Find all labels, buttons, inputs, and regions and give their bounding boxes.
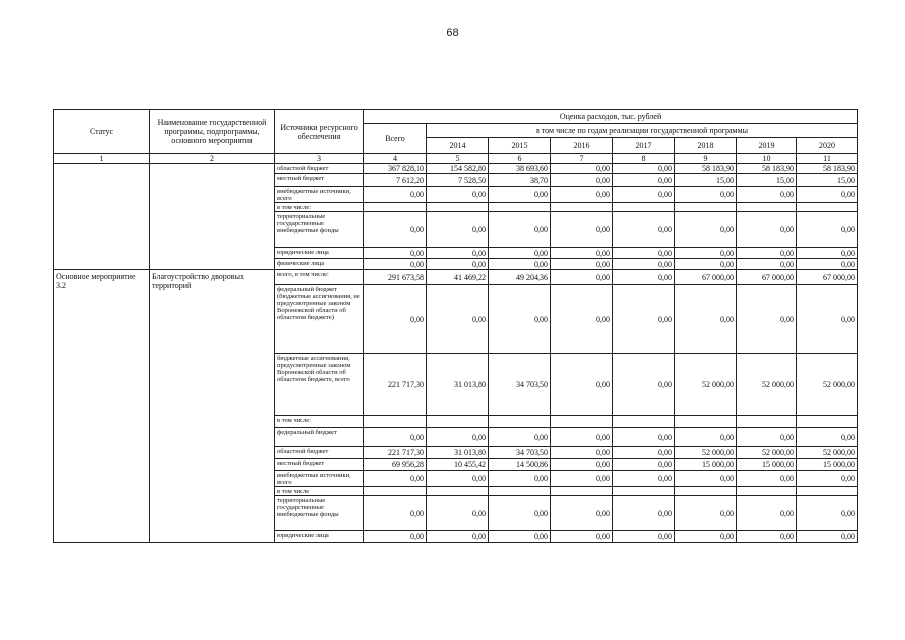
source-cell: территориальные государственные внебюджетные фонды: [275, 496, 364, 531]
year-value-cell: [737, 487, 797, 496]
source-cell: юридические лица: [275, 531, 364, 543]
year-value-cell: 0,00: [737, 259, 797, 270]
year-value-cell: 0,00: [613, 496, 675, 531]
col-number: 4: [364, 154, 427, 164]
year-value-cell: [489, 416, 551, 428]
year-value-cell: 0,00: [551, 285, 613, 354]
year-value-cell: 0,00: [427, 471, 489, 487]
source-cell: бюджетные ассигнования, предусмотренные законом Воронежской области об областном бюджете, всего: [275, 354, 364, 416]
total-cell: 0,00: [364, 259, 427, 270]
page-number: 68: [446, 27, 459, 39]
year-value-cell: 0,00: [551, 259, 613, 270]
year-cell: 2016: [551, 138, 613, 154]
source-cell: юридические лица: [275, 248, 364, 259]
expenditure-table: [53, 109, 858, 543]
year-value-cell: [427, 203, 489, 212]
year-value-cell: 0,00: [489, 496, 551, 531]
year-cell: 2015: [489, 138, 551, 154]
source-cell: в том числе: [275, 487, 364, 496]
year-value-cell: 0,00: [551, 354, 613, 416]
year-value-cell: [551, 416, 613, 428]
year-value-cell: [737, 203, 797, 212]
year-value-cell: [427, 487, 489, 496]
year-value-cell: 0,00: [613, 187, 675, 203]
source-cell: федеральный бюджет (бюджетные ассигнования, не предусмотренные законом Воронежской области об областном бюджете): [275, 285, 364, 354]
year-value-cell: 0,00: [427, 259, 489, 270]
year-value-cell: 49 204,36: [489, 270, 551, 285]
year-value-cell: 0,00: [427, 285, 489, 354]
year-cell: 2020: [797, 138, 858, 154]
status-cell: [54, 164, 150, 270]
year-value-cell: 0,00: [551, 270, 613, 285]
total-cell: [364, 416, 427, 428]
year-value-cell: 0,00: [613, 259, 675, 270]
year-value-cell: 0,00: [489, 259, 551, 270]
col-number: 8: [613, 154, 675, 164]
total-cell: 0,00: [364, 187, 427, 203]
total-cell: 0,00: [364, 496, 427, 531]
year-value-cell: 0,00: [489, 285, 551, 354]
year-value-cell: 0,00: [675, 428, 737, 447]
col-number: 10: [737, 154, 797, 164]
total-cell: [364, 487, 427, 496]
total-cell: 0,00: [364, 248, 427, 259]
year-value-cell: 0,00: [797, 259, 858, 270]
year-value-cell: 0,00: [551, 212, 613, 248]
year-value-cell: 15 000,00: [675, 459, 737, 471]
header-source: Источники ресурсного обеспечения: [275, 110, 364, 154]
year-value-cell: 0,00: [427, 428, 489, 447]
col-number: 6: [489, 154, 551, 164]
total-cell: 221 717,30: [364, 354, 427, 416]
year-value-cell: 0,00: [613, 428, 675, 447]
year-value-cell: 0,00: [613, 471, 675, 487]
source-cell: физические лица: [275, 259, 364, 270]
header-by-year: в том числе по годам реализации государственной программы: [427, 124, 858, 138]
year-value-cell: [737, 416, 797, 428]
year-value-cell: 0,00: [675, 285, 737, 354]
year-value-cell: 0,00: [489, 531, 551, 543]
year-value-cell: 15,00: [675, 174, 737, 187]
year-value-cell: 34 703,50: [489, 354, 551, 416]
source-cell: внебюджетные источники, всего: [275, 471, 364, 487]
total-cell: 291 673,58: [364, 270, 427, 285]
year-value-cell: 0,00: [551, 447, 613, 459]
year-value-cell: 0,00: [737, 531, 797, 543]
year-value-cell: 0,00: [551, 164, 613, 174]
year-value-cell: 10 455,42: [427, 459, 489, 471]
year-value-cell: [551, 487, 613, 496]
year-cell: 2014: [427, 138, 489, 154]
total-cell: 0,00: [364, 471, 427, 487]
year-value-cell: 0,00: [675, 471, 737, 487]
year-value-cell: 0,00: [797, 212, 858, 248]
year-value-cell: 52 000,00: [737, 447, 797, 459]
year-value-cell: 0,00: [613, 248, 675, 259]
year-value-cell: 14 500,86: [489, 459, 551, 471]
total-cell: 69 956,28: [364, 459, 427, 471]
status-cell: Основное мероприятие 3.2: [54, 270, 150, 543]
year-cell: 2018: [675, 138, 737, 154]
source-cell: территориальные государственные внебюджетные фонды: [275, 212, 364, 248]
header-total: Всего: [364, 124, 427, 154]
year-value-cell: 0,00: [675, 212, 737, 248]
year-value-cell: [551, 203, 613, 212]
year-value-cell: 0,00: [675, 187, 737, 203]
col-number: 9: [675, 154, 737, 164]
year-value-cell: 52 000,00: [797, 447, 858, 459]
year-value-cell: 0,00: [675, 531, 737, 543]
col-number: 1: [54, 154, 150, 164]
year-value-cell: 0,00: [613, 531, 675, 543]
header-status: Статус: [54, 110, 150, 154]
year-value-cell: 0,00: [737, 496, 797, 531]
year-value-cell: 0,00: [613, 285, 675, 354]
year-value-cell: 0,00: [737, 187, 797, 203]
total-cell: 0,00: [364, 531, 427, 543]
table-row: [54, 164, 858, 174]
year-value-cell: 0,00: [613, 164, 675, 174]
year-value-cell: 31 013,80: [427, 354, 489, 416]
year-value-cell: 0,00: [737, 428, 797, 447]
name-cell: [150, 164, 275, 270]
year-value-cell: 0,00: [551, 187, 613, 203]
year-value-cell: 0,00: [551, 496, 613, 531]
source-cell: в том числе:: [275, 416, 364, 428]
year-value-cell: 15 000,00: [797, 459, 858, 471]
source-cell: внебюджетные источники, всего: [275, 187, 364, 203]
year-value-cell: 15 000,00: [737, 459, 797, 471]
total-cell: 7 612,20: [364, 174, 427, 187]
year-value-cell: [797, 487, 858, 496]
col-number: 11: [797, 154, 858, 164]
year-value-cell: 0,00: [797, 285, 858, 354]
source-cell: местный бюджет: [275, 459, 364, 471]
total-cell: 221 717,30: [364, 447, 427, 459]
year-value-cell: 0,00: [797, 248, 858, 259]
year-value-cell: [613, 203, 675, 212]
total-cell: [364, 203, 427, 212]
source-cell: федеральный бюджет: [275, 428, 364, 447]
year-value-cell: 7 528,50: [427, 174, 489, 187]
year-value-cell: 0,00: [737, 212, 797, 248]
table-row: [54, 270, 858, 285]
total-cell: 367 828,10: [364, 164, 427, 174]
year-value-cell: 38 693,60: [489, 164, 551, 174]
year-value-cell: 41 469,22: [427, 270, 489, 285]
year-value-cell: 31 013,80: [427, 447, 489, 459]
year-value-cell: [675, 416, 737, 428]
year-value-cell: [797, 203, 858, 212]
year-value-cell: 0,00: [427, 531, 489, 543]
year-value-cell: [675, 203, 737, 212]
year-value-cell: 58 183,90: [737, 164, 797, 174]
year-value-cell: 15,00: [737, 174, 797, 187]
year-value-cell: 0,00: [489, 428, 551, 447]
year-value-cell: 0,00: [551, 248, 613, 259]
total-cell: 0,00: [364, 428, 427, 447]
year-value-cell: 67 000,00: [675, 270, 737, 285]
year-value-cell: 0,00: [737, 248, 797, 259]
year-value-cell: 0,00: [489, 471, 551, 487]
col-number: 7: [551, 154, 613, 164]
year-value-cell: 0,00: [427, 248, 489, 259]
year-value-cell: 58 183,90: [675, 164, 737, 174]
year-value-cell: [613, 487, 675, 496]
year-value-cell: [613, 416, 675, 428]
year-value-cell: 0,00: [797, 471, 858, 487]
year-value-cell: 0,00: [551, 174, 613, 187]
year-value-cell: 38,70: [489, 174, 551, 187]
year-value-cell: 0,00: [427, 212, 489, 248]
year-value-cell: 67 000,00: [737, 270, 797, 285]
year-value-cell: 0,00: [427, 496, 489, 531]
total-cell: 0,00: [364, 285, 427, 354]
year-value-cell: 0,00: [797, 531, 858, 543]
year-value-cell: 58 183,90: [797, 164, 858, 174]
year-value-cell: 0,00: [489, 212, 551, 248]
year-value-cell: [489, 487, 551, 496]
year-value-cell: 0,00: [427, 187, 489, 203]
column-number-row: [54, 154, 858, 164]
source-cell: всего, в том числе:: [275, 270, 364, 285]
year-value-cell: 52 000,00: [797, 354, 858, 416]
year-value-cell: 0,00: [613, 174, 675, 187]
year-value-cell: [675, 487, 737, 496]
year-value-cell: 0,00: [675, 259, 737, 270]
source-cell: в том числе:: [275, 203, 364, 212]
source-cell: местный бюджет: [275, 174, 364, 187]
year-value-cell: 0,00: [613, 459, 675, 471]
year-value-cell: 0,00: [551, 428, 613, 447]
year-value-cell: 0,00: [797, 496, 858, 531]
year-value-cell: 0,00: [489, 248, 551, 259]
col-number: 2: [150, 154, 275, 164]
year-value-cell: [797, 416, 858, 428]
source-cell: областной бюджет: [275, 447, 364, 459]
col-number: 5: [427, 154, 489, 164]
year-value-cell: 0,00: [675, 496, 737, 531]
year-value-cell: 0,00: [613, 447, 675, 459]
year-value-cell: 0,00: [737, 285, 797, 354]
year-value-cell: [489, 203, 551, 212]
year-value-cell: 52 000,00: [737, 354, 797, 416]
year-value-cell: 0,00: [675, 248, 737, 259]
source-cell: областной бюджет: [275, 164, 364, 174]
year-value-cell: 154 582,80: [427, 164, 489, 174]
year-value-cell: 0,00: [797, 187, 858, 203]
year-value-cell: 0,00: [737, 471, 797, 487]
year-value-cell: 0,00: [613, 354, 675, 416]
year-value-cell: 0,00: [551, 531, 613, 543]
year-value-cell: 52 000,00: [675, 447, 737, 459]
year-value-cell: 0,00: [613, 270, 675, 285]
year-value-cell: 34 703,50: [489, 447, 551, 459]
year-value-cell: [427, 416, 489, 428]
year-value-cell: 0,00: [489, 187, 551, 203]
year-value-cell: 0,00: [797, 428, 858, 447]
year-value-cell: 0,00: [613, 212, 675, 248]
year-value-cell: 52 000,00: [675, 354, 737, 416]
year-cell: 2019: [737, 138, 797, 154]
name-cell: Благоустройство дворовых территорий: [150, 270, 275, 543]
header-estimate: Оценка расходов, тыс. рублей: [364, 110, 858, 124]
year-cell: 2017: [613, 138, 675, 154]
year-value-cell: 15,00: [797, 174, 858, 187]
header-name: Наименование государственной программы, подпрограммы, основного мероприятия: [150, 110, 275, 154]
col-number: 3: [275, 154, 364, 164]
total-cell: 0,00: [364, 212, 427, 248]
year-value-cell: 0,00: [551, 471, 613, 487]
year-value-cell: 0,00: [551, 459, 613, 471]
year-value-cell: 67 000,00: [797, 270, 858, 285]
